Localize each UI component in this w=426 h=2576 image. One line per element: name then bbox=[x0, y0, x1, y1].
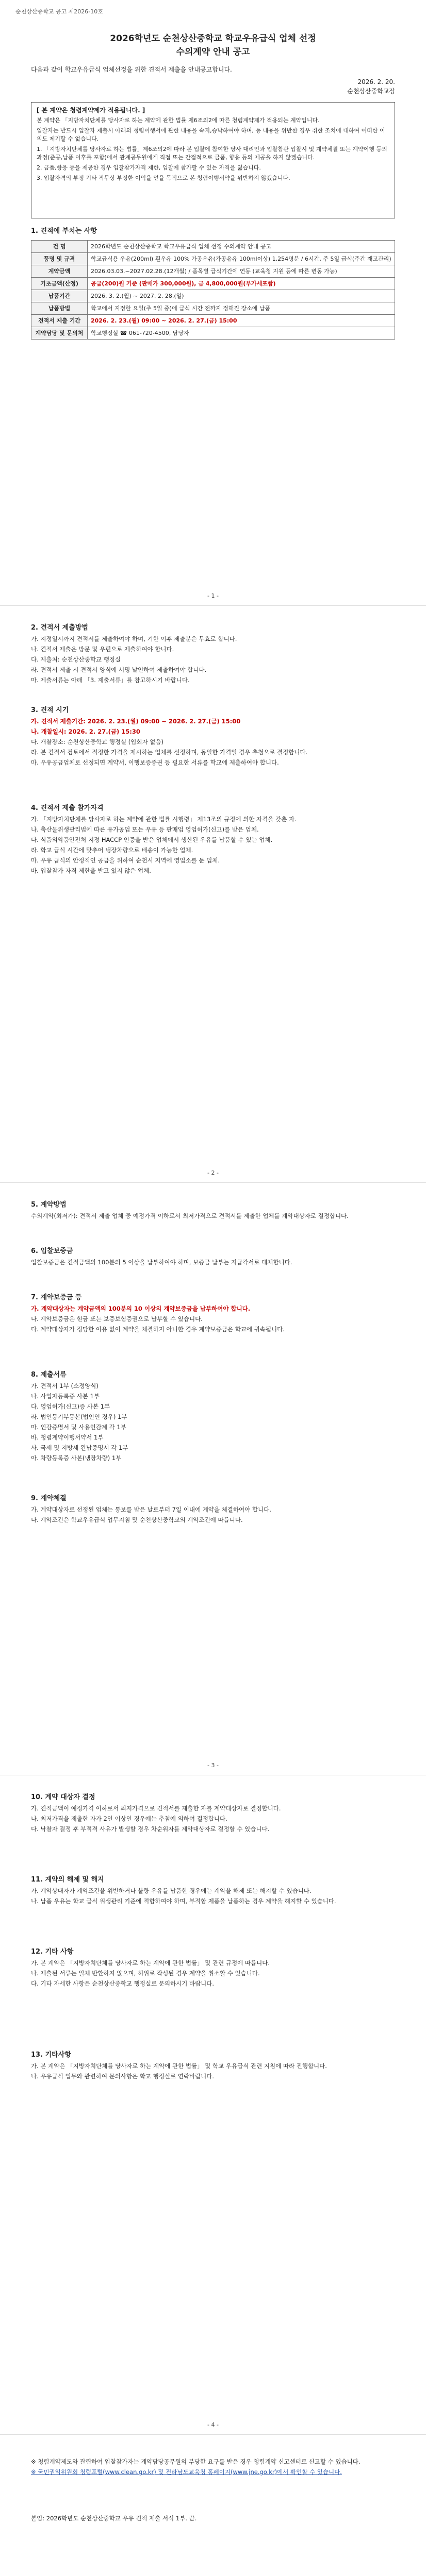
section-2 bbox=[31, 623, 395, 686]
table-value: 학교급식용 우유(200ml) 흰우유 100% 가공우유(가공유유 100ml이상) 1,254명분 / 6시간, 주 5일 급식(주간 재고관리) bbox=[88, 253, 395, 265]
section-item: 라. 학교 급식 시간에 맞추어 냉장차량으로 배송이 가능한 업체. bbox=[31, 846, 193, 854]
section-item: 나. 계약보증금은 현금 또는 보증보험증권으로 납부할 수 있습니다. bbox=[31, 1315, 203, 1323]
section-item: 가. 「지방자치단체를 당사자로 하는 계약에 관한 법률 시행령」 제13조의 규정에 의한 자격을 갖춘 자. bbox=[31, 816, 297, 823]
table-key: 견적서 제출 기간 bbox=[31, 315, 88, 327]
integrity-notice-box bbox=[31, 102, 395, 218]
footnotes bbox=[31, 2458, 395, 2478]
section-10 bbox=[31, 1793, 395, 1835]
table-row bbox=[31, 315, 395, 327]
table-value: 2026. 3. 2.(월) ~ 2027. 2. 28.(일) bbox=[88, 290, 395, 302]
section-5 bbox=[31, 1200, 395, 1222]
section-13 bbox=[31, 2050, 395, 2082]
page-number: - 1 - bbox=[207, 592, 219, 599]
attachment-note: 붙임: 2026학년도 순천상산중학교 우유 견적 제출 서식 1부. 끝. bbox=[31, 2515, 197, 2522]
section-item: 사. 국세 및 지방세 완납증명서 각 1부 bbox=[31, 1444, 128, 1451]
section-item: 가. 본 계약은 「지방자치단체를 당사자로 하는 계약에 관한 법률」 및 관련 규정에 따릅니다. bbox=[31, 1959, 270, 1967]
table-value: 2026.03.03.~2027.02.28.(12개월) / 품목별 급식기간에 연동 (교육청 지원 등에 따른 변동 가능) bbox=[88, 265, 395, 278]
section-7 bbox=[31, 1293, 395, 1335]
section-item: 마. 우유공급업체로 선정되면 계약서, 이행보증증권 등 필요한 서류를 학교에 제출하여야 합니다. bbox=[31, 759, 279, 766]
section-item: 라. 견적서 제출 시 견적서 양식에 서명 날인하여 제출하여야 합니다. bbox=[31, 666, 207, 673]
section-item: 가. 계약대상자로 선정된 업체는 통보를 받은 날로부터 7일 이내에 계약을 체결하여야 합니다. bbox=[31, 1506, 271, 1513]
section-text: 수의계약(최저가): 견적서 제출 업체 중 예정가격 이하로서 최저가격으로 견적서를 제출한 업체를 계약대상자로 결정합니다. bbox=[31, 1212, 349, 1219]
section-4 bbox=[31, 804, 395, 877]
section-title: 7. 계약보증금 등 bbox=[31, 1294, 82, 1301]
table-value: 학교행정실 ☎ 061-720-4500, 담당자 bbox=[88, 327, 395, 340]
table-row bbox=[31, 290, 395, 302]
table-value: 학교에서 지정한 요일(주 5일 중)에 급식 시간 전까지 정해진 장소에 납품 bbox=[88, 302, 395, 315]
section-item: 라. 법인등기부등본(법인인 경우) 1부 bbox=[31, 1413, 127, 1420]
section-6 bbox=[31, 1247, 395, 1268]
final-note bbox=[31, 2514, 395, 2524]
page-number: - 2 - bbox=[207, 1170, 219, 1176]
page-separator bbox=[0, 2434, 426, 2435]
section-title: 13. 기타사항 bbox=[31, 2051, 71, 2059]
section-item: 다. 기타 자세한 사항은 순천상산중학교 행정실로 문의하시기 바랍니다. bbox=[31, 1980, 215, 1987]
notice-paragraph: 본 계약은 「지방자치단체를 당사자로 하는 계약에 관한 법률 제6조의2에 따른 청렴계약제가 적용되는 계약입니다. bbox=[37, 117, 320, 124]
section-title: 6. 입찰보증금 bbox=[31, 1247, 73, 1255]
notice-list-item: 3. 입찰자격의 부정 기타 직무상 부정한 이익을 얻을 목적으로 본 청렴이행서약을 위반하지 않겠습니다. bbox=[37, 175, 290, 181]
section-title: 9. 계약체결 bbox=[31, 1495, 67, 1502]
notice-paragraph: 입찰자는 반드시 입찰자 제출시 아래의 청렴이행서에 관한 내용을 숙지,승낙하여야 하며, 동 내용을 위반한 경우 취한 조치에 대하여 어떠한 이의도 제기할 수 없습니다. bbox=[37, 127, 385, 142]
table-key: 계약담당 및 문의처 bbox=[31, 327, 88, 340]
document-title-line1: 2026학년도 순천상산중학교 학교우유급식 업체 선정 bbox=[110, 33, 316, 44]
table-row bbox=[31, 278, 395, 290]
table-row bbox=[31, 253, 395, 265]
notice-title: [ 본 계약은 청렴계약제가 적용됩니다. ] bbox=[37, 107, 145, 114]
page-number: - 4 - bbox=[207, 2421, 219, 2428]
section-item: 다. 개찰장소: 순천상산중학교 행정실 (입회자 없음) bbox=[31, 738, 163, 745]
section-item: 다. 제출처: 순천상산중학교 행정실 bbox=[31, 656, 121, 663]
section-1-heading bbox=[31, 227, 395, 238]
section-title: 12. 기타 사항 bbox=[31, 1948, 74, 1956]
section-title: 2. 견적서 제출방법 bbox=[31, 624, 88, 632]
section-title: 4. 견적서 제출 참가자격 bbox=[31, 804, 104, 812]
section-item: 라. 본 견적서 검토에서 적정한 가격을 제시하는 업체를 선정하며, 동일한 가격일 경우 추첨으로 결정합니다. bbox=[31, 749, 308, 756]
section-item: 나. 사업자등록증 사본 1부 bbox=[31, 1393, 100, 1400]
page-separator bbox=[0, 1182, 426, 1183]
issuer-name: 순천상산중학교장 bbox=[347, 88, 395, 95]
section-item: 가. 본 계약은 「지방자치단체를 당사자로 하는 계약에 관한 법률」 및 학교 우유급식 관련 지침에 따라 진행합니다. bbox=[31, 2062, 327, 2070]
section-8 bbox=[31, 1370, 395, 1464]
section-title: 8. 제출서류 bbox=[31, 1371, 67, 1379]
section-item: 마. 제출서류는 아래 「3. 제출서류」를 참고하시기 바랍니다. bbox=[31, 676, 190, 684]
section-item: 나. 우유급식 업무와 관련하여 문의사항은 학교 행정실로 연락바랍니다. bbox=[31, 2073, 215, 2080]
section-9 bbox=[31, 1494, 395, 1526]
section-item: 나. 제출된 서류는 일체 반환하지 않으며, 허위로 작성된 경우 계약을 취소할 수 있습니다. bbox=[31, 1970, 260, 1977]
section-item: 나. 계약조건은 학교우유급식 업무지침 및 순천상산중학교의 계약조건에 따릅니다. bbox=[31, 1516, 243, 1523]
section-item: 다. 식품의약품안전처 지정 HACCP 인증을 받은 업체에서 생산된 우유를 납품할 수 있는 업체. bbox=[31, 836, 273, 843]
page-separator bbox=[0, 605, 426, 606]
table-row bbox=[31, 327, 395, 340]
section-item: 나. 개찰일시: 2026. 2. 27.(금) 15:30 bbox=[31, 728, 140, 735]
section-item: 다. 낙찰자 결정 후 부적격 사유가 발생할 경우 차순위자를 계약대상자로 결정할 수 있습니다. bbox=[31, 1825, 270, 1833]
section-title: 11. 계약의 해제 및 해지 bbox=[31, 1876, 104, 1884]
section-item: 바. 청렴계약이행서약서 1부 bbox=[31, 1434, 104, 1441]
table-value: 2026학년도 순천상산중학교 학교우유급식 업체 선정 수의계약 안내 공고 bbox=[88, 241, 395, 253]
section-item: 가. 계약상대자가 계약조건을 위반하거나 불량 우유를 납품한 경우에는 계약을 해제 또는 해지할 수 있습니다. bbox=[31, 1887, 312, 1894]
section-item: 가. 계약대상자는 계약금액의 100분의 10 이상의 계약보증금을 납부하여야 합니다. bbox=[31, 1305, 251, 1312]
section-item: 나. 납품 우유는 학교 급식 위생관리 기준에 적합하여야 하며, 부적합 제품을 납품하는 경우 계약을 해지할 수 있습니다. bbox=[31, 1897, 336, 1905]
section-item: 다. 계약대상자가 정당한 이유 없이 계약을 체결하지 아니한 경우 계약보증금은 학교에 귀속됩니다. bbox=[31, 1326, 285, 1333]
section-11 bbox=[31, 1875, 395, 1907]
section-item: 가. 견적서 제출기간: 2026. 2. 23.(월) 09:00 ~ 2026. 2. 27.(금) 15:00 bbox=[31, 718, 241, 725]
document-title-line2: 수의계약 안내 공고 bbox=[176, 47, 250, 57]
section-title: 3. 견적 시기 bbox=[31, 706, 69, 714]
table-row bbox=[31, 265, 395, 278]
section-item: 가. 지정일시까지 견적서를 제출하여야 하며, 기한 이후 제출분은 무효로 합니다. bbox=[31, 635, 237, 642]
page-number: - 3 - bbox=[207, 1762, 219, 1769]
section-item: 나. 축산물위생관리법에 따른 유가공업 또는 우유 등 판매업 영업허가(신고)를 받은 업체. bbox=[31, 826, 259, 833]
footnote-link[interactable]: ※ 국민권익위원회 청렴포털(www.clean.go.kr) 및 전라남도교육청 홈페이지(www.jne.go.kr)에서 확인할 수 있습니다. bbox=[31, 2468, 342, 2476]
section-item: 아. 차량등록증 사본(냉장차량) 1부 bbox=[31, 1454, 122, 1462]
table-key: 품명 및 규격 bbox=[31, 253, 88, 265]
bid-info-table bbox=[31, 240, 395, 340]
section-title: 10. 계약 대상자 결정 bbox=[31, 1793, 95, 1801]
table-key: 납품기간 bbox=[31, 290, 88, 302]
section-title: 5. 계약방법 bbox=[31, 1201, 67, 1209]
section-item: 마. 인감증명서 및 사용인감계 각 1부 bbox=[31, 1423, 126, 1431]
section-item: 나. 견적서 제출은 방문 및 우편으로 제출하여야 합니다. bbox=[31, 646, 174, 653]
notice-list-item: 2. 금품,향응 등을 제공한 경우 입찰참가자격 제한, 입찰에 참가할 수 있는 자격을 잃습니다. bbox=[37, 164, 261, 171]
section-item: 나. 최저가격을 제출한 자가 2인 이상인 경우에는 추첨에 의하여 결정합니다. bbox=[31, 1815, 227, 1822]
table-key: 건 명 bbox=[31, 241, 88, 253]
section-item: 다. 영업허가(신고)증 사본 1부 bbox=[31, 1403, 110, 1410]
table-value: 2026. 2. 23.(월) 09:00 ~ 2026. 2. 27.(금) 15:00 bbox=[88, 315, 395, 327]
section-title: 1. 견적에 부치는 사항 bbox=[31, 227, 97, 235]
notice-list-item: 1. 「지방자치단체를 당사자로 하는 법률」제6조의2에 따라 본 입찰에 참여한 당사 대리인과 입찰참관 입찰시 및 계약체결 또는 계약이행 등의 과정(준공,납품 이후를 포함)에서 관계공무원에게 직접 또는 간접적으로 금품, 향응 등의 제공을 하지 않겠습니다. bbox=[37, 146, 387, 161]
section-item: 가. 견적금액이 예정가격 이하로서 최저가격으로 견적서를 제출한 자를 계약대상자로 결정합니다. bbox=[31, 1805, 281, 1812]
section-item: 마. 우유 급식의 안정적인 공급을 위하여 순천시 지역에 영업소를 둔 업체. bbox=[31, 857, 220, 864]
section-text: 입찰보증금은 견적금액의 100분의 5 이상을 납부하여야 하며, 보증금 납부는 지급각서로 대체합니다. bbox=[31, 1259, 292, 1266]
table-row bbox=[31, 302, 395, 315]
document-number: 순천상산중학교 공고 제2026-10호 bbox=[15, 8, 103, 15]
issue-date: 2026. 2. 20. bbox=[357, 78, 395, 86]
section-3 bbox=[31, 706, 395, 769]
footnote: ※ 청렴계약제도와 관련하여 입찰참가자는 계약담당공무원의 부당한 요구를 받은 경우 청렴계약 신고센터로 신고할 수 있습니다. bbox=[31, 2458, 361, 2465]
table-key: 계약금액 bbox=[31, 265, 88, 278]
intro-text: 다음과 같이 학교우유급식 업체선정을 위한 견적서 제출을 안내공고합니다. bbox=[31, 66, 232, 73]
table-value: 공급(200)원 기준 (판매가 300,000원), 금 4,800,000원(부가세포함) bbox=[88, 278, 395, 290]
section-item: 가. 견적서 1부 (소정양식) bbox=[31, 1382, 99, 1389]
section-item: 바. 입찰참가 자격 제한을 받고 있지 않은 업체. bbox=[31, 867, 151, 874]
table-key: 기초금액(산정) bbox=[31, 278, 88, 290]
table-key: 납품방법 bbox=[31, 302, 88, 315]
section-12 bbox=[31, 1947, 395, 1990]
table-row bbox=[31, 241, 395, 253]
